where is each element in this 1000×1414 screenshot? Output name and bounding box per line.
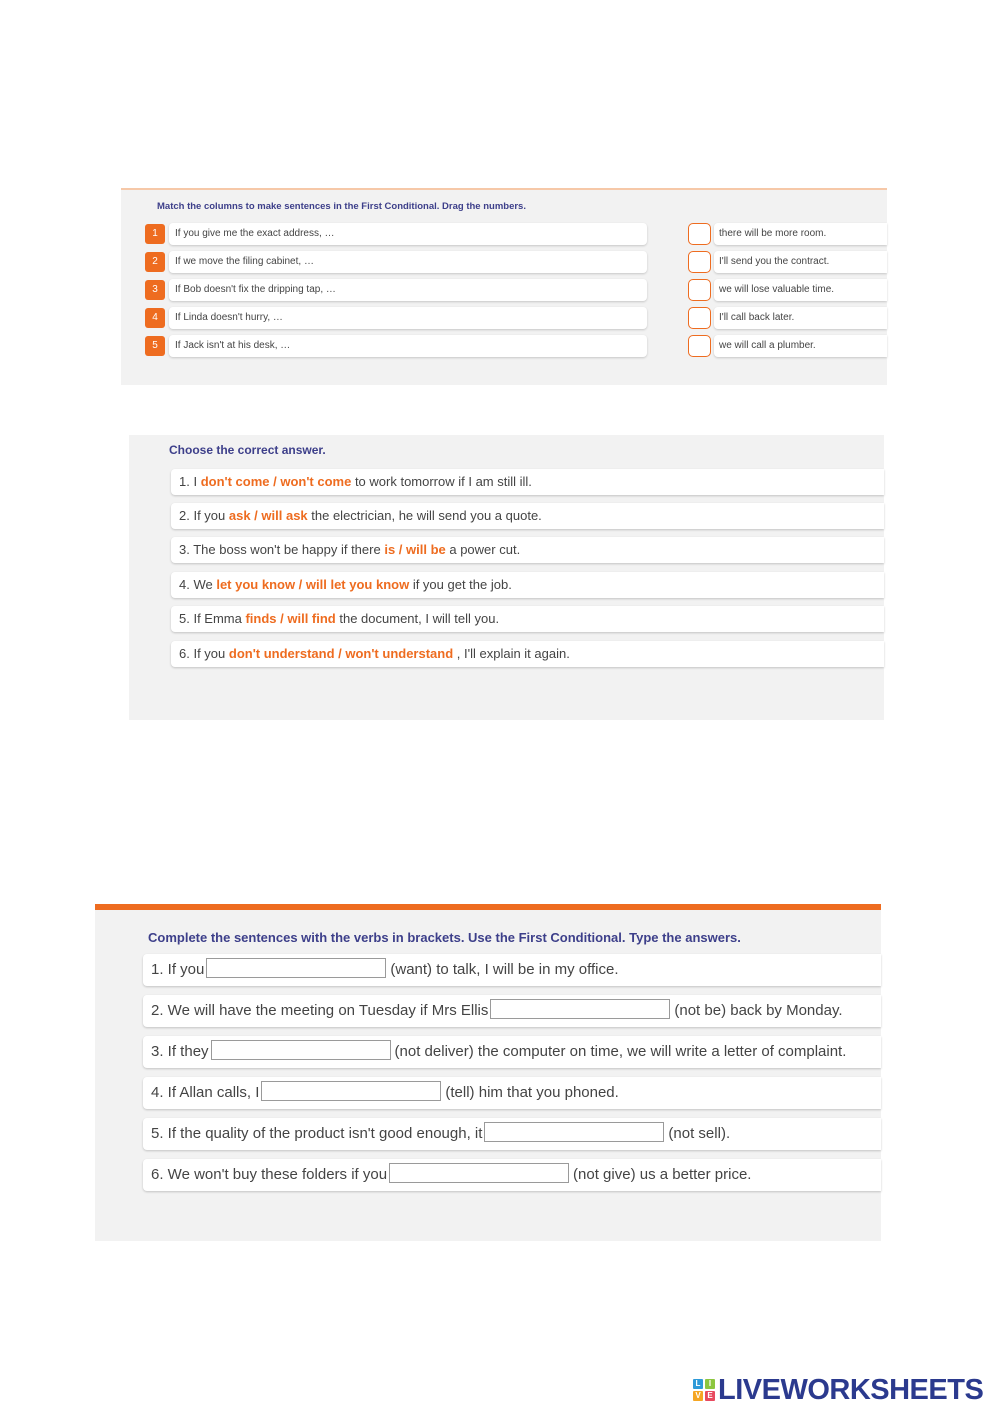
match-right-text: we will call a plumber. [714, 335, 887, 357]
drop-target[interactable] [688, 307, 711, 329]
match-right-text: there will be more room. [714, 223, 887, 245]
complete-exercise [95, 904, 881, 1241]
answer-input[interactable] [389, 1163, 569, 1183]
match-right-text: I'll call back later. [714, 307, 887, 329]
choose-options[interactable]: is / will be [384, 542, 446, 557]
choose-pre: 2. If you [179, 508, 229, 523]
complete-post: (tell) him that you phoned. [445, 1084, 619, 1101]
match-left-item[interactable] [145, 223, 647, 245]
choose-item [171, 641, 884, 667]
choose-pre: 4. We [179, 577, 217, 592]
complete-item [143, 995, 881, 1027]
complete-post: (not give) us a better price. [573, 1166, 752, 1183]
complete-pre: 6. We won't buy these folders if you [151, 1166, 388, 1183]
choose-post: the electrician, he will send you a quote. [307, 508, 542, 523]
match-right-item [688, 307, 887, 329]
drop-target[interactable] [688, 223, 711, 245]
complete-item [143, 1036, 881, 1068]
drag-number[interactable]: 4 [145, 308, 165, 328]
choose-post: the document, I will tell you. [335, 611, 500, 626]
choose-item [171, 503, 884, 529]
match-left-text: If you give me the exact address, … [169, 223, 647, 245]
match-left-item[interactable] [145, 279, 647, 301]
choose-post: a power cut. [445, 542, 521, 557]
complete-pre: 4. If Allan calls, I [151, 1084, 260, 1101]
match-left-text: If Bob doesn't fix the dripping tap, … [169, 279, 647, 301]
choose-options[interactable]: let you know / will let you know [216, 577, 410, 592]
match-left-text: If Jack isn't at his desk, … [169, 335, 647, 357]
match-right-text: we will lose valuable time. [714, 279, 887, 301]
drop-target[interactable] [688, 279, 711, 301]
match-left-item[interactable] [145, 335, 647, 357]
choose-post: , I'll explain it again. [453, 646, 570, 661]
complete-instruction: Complete the sentences with the verbs in brackets. Use the First Conditional. Type the answers. [148, 930, 741, 945]
match-left-item[interactable] [145, 307, 647, 329]
logo-text: LIVEWORKSHEETS [718, 1373, 984, 1406]
choose-instruction: Choose the correct answer. [169, 443, 326, 457]
match-left-text: If we move the filing cabinet, … [169, 251, 647, 273]
complete-pre: 3. If they [151, 1043, 209, 1060]
match-exercise [121, 188, 887, 385]
choose-post: if you get the job. [409, 577, 512, 592]
choose-pre: 6. If you [179, 646, 229, 661]
choose-options[interactable]: don't understand / won't understand [228, 646, 454, 661]
drop-target[interactable] [688, 251, 711, 273]
answer-input[interactable] [211, 1040, 391, 1060]
choose-options[interactable]: ask / will ask [228, 508, 308, 523]
drag-number[interactable]: 5 [145, 336, 165, 356]
complete-pre: 1. If you [151, 961, 205, 978]
liveworksheets-logo[interactable] [693, 1374, 983, 1406]
answer-input[interactable] [261, 1081, 441, 1101]
complete-pre: 5. If the quality of the product isn't good enough, it [151, 1125, 483, 1142]
complete-item [143, 954, 881, 986]
drag-number[interactable]: 1 [145, 224, 165, 244]
answer-input[interactable] [206, 958, 386, 978]
choose-exercise [129, 435, 884, 720]
complete-item [143, 1159, 881, 1191]
drag-number[interactable]: 3 [145, 280, 165, 300]
match-left-item[interactable] [145, 251, 647, 273]
match-right-item [688, 251, 887, 273]
match-right-item [688, 223, 887, 245]
logo-mark-icon: L I V E [693, 1379, 715, 1401]
match-right-item [688, 335, 887, 357]
choose-options[interactable]: finds / will find [245, 611, 336, 626]
drop-target[interactable] [688, 335, 711, 357]
choose-item [171, 469, 884, 495]
complete-post: (not deliver) the computer on time, we will write a letter of complaint. [394, 1043, 847, 1060]
complete-pre: 2. We will have the meeting on Tuesday if Mrs Ellis [151, 1002, 489, 1019]
match-instruction: Match the columns to make sentences in the First Conditional. Drag the numbers. [157, 201, 526, 212]
complete-post: (not be) back by Monday. [674, 1002, 843, 1019]
choose-pre: 3. The boss won't be happy if there [179, 542, 385, 557]
complete-item [143, 1118, 881, 1150]
answer-input[interactable] [484, 1122, 664, 1142]
choose-item [171, 572, 884, 598]
drag-number[interactable]: 2 [145, 252, 165, 272]
choose-pre: 1. I [179, 474, 201, 489]
choose-item [171, 537, 884, 563]
choose-pre: 5. If Emma [179, 611, 246, 626]
match-right-text: I'll send you the contract. [714, 251, 887, 273]
complete-item [143, 1077, 881, 1109]
match-left-text: If Linda doesn't hurry, … [169, 307, 647, 329]
choose-post: to work tomorrow if I am still ill. [351, 474, 532, 489]
answer-input[interactable] [490, 999, 670, 1019]
complete-post: (want) to talk, I will be in my office. [390, 961, 619, 978]
complete-post: (not sell). [668, 1125, 731, 1142]
match-right-item [688, 279, 887, 301]
choose-options[interactable]: don't come / won't come [200, 474, 352, 489]
choose-item [171, 606, 884, 632]
